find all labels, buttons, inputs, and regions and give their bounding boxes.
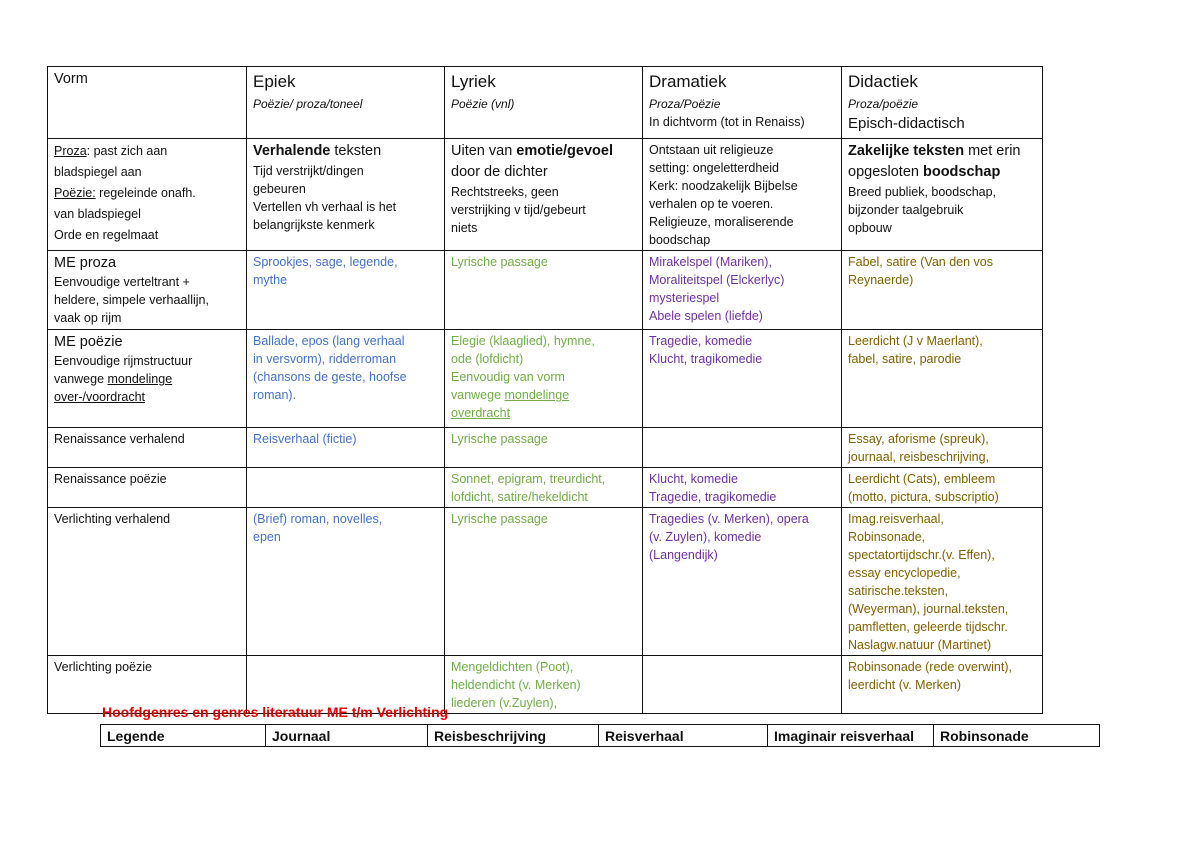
renaissance-verhalend-dramatiek <box>643 428 842 468</box>
renaissance-verhalend-epiek: Reisverhaal (fictie) <box>247 428 445 468</box>
legend-journaal: Journaal <box>266 725 428 747</box>
didactiek-item: Robinsonade, <box>848 530 926 544</box>
row-renaissance-poezie <box>48 468 1043 508</box>
label-verlichting-verhalend: Verlichting verhalend <box>48 508 247 656</box>
didactiek-item: pamfletten, geleerde tijdschr. <box>848 620 1008 634</box>
legend-reisbeschrijving: Reisbeschrijving <box>428 725 599 747</box>
verlichting-verhalend-dramatiek: Tragedies (v. Merken), opera (v. Zuylen), komedie (Langendijk) <box>643 508 842 656</box>
renaissance-poezie-epiek <box>247 468 445 508</box>
me-proza-epiek: Sprookjes, sage, legende, mythe <box>247 251 445 330</box>
renaissance-verhalend-lyriek: Lyrische passage <box>445 428 643 468</box>
label-me-poezie: ME poëzie Eenvoudige rijmstructuur vanwege mondelinge over-/voordracht <box>48 330 247 428</box>
verlichting-poezie-dramatiek <box>643 656 842 714</box>
verlichting-verhalend-didactiek <box>842 508 1043 656</box>
label-renaissance-verhalend: Renaissance verhalend <box>48 428 247 468</box>
row-renaissance-verhalend <box>48 428 1043 468</box>
definition-epiek: Verhalende teksten Tijd verstrijkt/dingen gebeuren Vertellen vh verhaal is het belangrijkste kenmerk <box>247 139 445 251</box>
didactiek-item: (Weyerman), journal.teksten, <box>848 602 1009 616</box>
row-me-proza <box>48 251 1043 330</box>
definition-didactiek: Zakelijke teksten met erin opgesloten boodschap Breed publiek, boodschap, bijzonder taalgebruik opbouw <box>842 139 1043 251</box>
label-renaissance-poezie: Renaissance poëzie <box>48 468 247 508</box>
renaissance-poezie-dramatiek: Klucht, komedie Tragedie, tragikomedie <box>643 468 842 508</box>
me-poezie-dramatiek: Tragedie, komedie Klucht, tragikomedie <box>643 330 842 428</box>
genres-table <box>47 66 1043 714</box>
header-row <box>48 67 1043 139</box>
didactiek-item: spectatortijdschr.(v. Effen), <box>848 548 995 562</box>
didactiek-item: satirische.teksten, <box>848 584 949 598</box>
didactiek-item: essay encyclopedie, <box>848 566 961 580</box>
label-verlichting-poezie: Verlichting poëzie <box>48 656 247 714</box>
label-me-proza: ME proza Eenvoudige verteltrant + heldere, simpele verhaallijn, vaak op rijm <box>48 251 247 330</box>
header-dramatiek: Dramatiek Proza/Poëzie In dichtvorm (tot in Renaiss) <box>643 67 842 139</box>
verlichting-verhalend-lyriek: Lyrische passage <box>445 508 643 656</box>
header-lyriek: Lyriek Poëzie (vnl) <box>445 67 643 139</box>
me-poezie-lyriek: Elegie (klaaglied), hymne, ode (lofdicht) Eenvoudig van vorm vanwege mondelinge overdracht <box>445 330 643 428</box>
definition-vorm: Proza: past zich aan bladspiegel aan Poëzie: regeleinde onafh. van bladspiegel Orde en regelmaat <box>48 139 247 251</box>
row-me-poezie <box>48 330 1043 428</box>
header-vorm: Vorm <box>48 67 247 139</box>
table-caption: Hoofdgenres en genres literatuur ME t/m Verlichting <box>102 704 449 720</box>
definition-row <box>48 139 1043 251</box>
legend-robinsonade: Robinsonade <box>934 725 1100 747</box>
definition-lyriek: Uiten van emotie/gevoel door de dichter Rechtstreeks, geen verstrijking v tijd/gebeurt niets <box>445 139 643 251</box>
row-verlichting-verhalend <box>48 508 1043 656</box>
header-epiek: Epiek Poëzie/ proza/toneel <box>247 67 445 139</box>
legend-reisverhaal: Reisverhaal <box>599 725 768 747</box>
didactiek-item: Imag.reisverhaal, <box>848 512 944 526</box>
renaissance-verhalend-didactiek: Essay, aforisme (spreuk), journaal, reisbeschrijving, <box>842 428 1043 468</box>
didactiek-item: Naslagw.natuur (Martinet) <box>848 638 992 652</box>
verlichting-poezie-lyriek: Mengeldichten (Poot), heldendicht (v. Merken) liederen (v.Zuylen), <box>445 656 643 714</box>
me-poezie-didactiek: Leerdicht (J v Maerlant), fabel, satire, parodie <box>842 330 1043 428</box>
definition-dramatiek: Ontstaan uit religieuze setting: ongeletterdheid Kerk: noodzakelijk Bijbelse verhalen op te voeren. Religieuze, moraliserende boodschap <box>643 139 842 251</box>
renaissance-poezie-lyriek: Sonnet, epigram, treurdicht, lofdicht, satire/hekeldicht <box>445 468 643 508</box>
legend-imaginair-reisverhaal: Imaginair reisverhaal <box>768 725 934 747</box>
me-proza-didactiek: Fabel, satire (Van den vos Reynaerde) <box>842 251 1043 330</box>
me-proza-lyriek: Lyrische passage <box>445 251 643 330</box>
legend-table <box>100 724 1100 747</box>
verlichting-poezie-didactiek: Robinsonade (rede overwint), leerdicht (v. Merken) <box>842 656 1043 714</box>
renaissance-poezie-didactiek: Leerdicht (Cats), embleem (motto, pictura, subscriptio) <box>842 468 1043 508</box>
me-poezie-epiek: Ballade, epos (lang verhaal in versvorm), ridderroman (chansons de geste, hoofse roman). <box>247 330 445 428</box>
verlichting-verhalend-epiek: (Brief) roman, novelles, epen <box>247 508 445 656</box>
legend-title: Legende <box>101 725 266 747</box>
header-didactiek: Didactiek Proza/poëzie Episch-didactisch <box>842 67 1043 139</box>
me-proza-dramatiek: Mirakelspel (Mariken), Moraliteitspel (Elckerlyc) mysteriespel Abele spelen (liefde) <box>643 251 842 330</box>
